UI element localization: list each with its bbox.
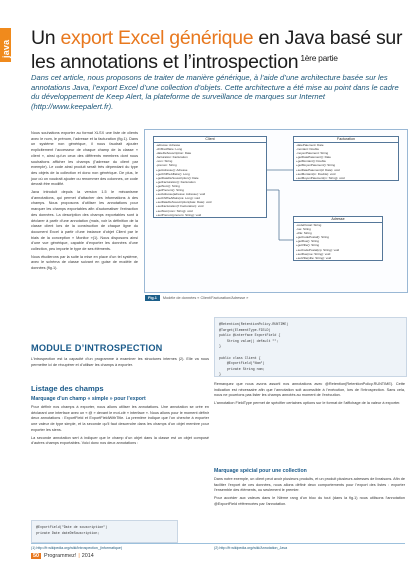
uml-class-name: Facturation (294, 137, 398, 143)
title-part-number: 1ère partie (300, 53, 338, 63)
uml-member: -chiffreAffaire: Long (156, 147, 183, 152)
uml-member: +getFacturation(): Facturation (156, 179, 196, 184)
uml-member: +setDateDeSouscription(date: Date): void (156, 200, 212, 205)
uml-member: +getRue(): String (296, 239, 319, 244)
uml-class-members (154, 143, 266, 217)
footnote: (2) http://fr.wikipedia.org/wiki/Annotation_Java (214, 546, 288, 550)
paragraph: L’annotation FieldType permet de spécifier certaines options sur le format de l’affichage de la valeur à exporter. (214, 401, 401, 406)
uml-member: +setPrenom(prenom: String): void (156, 212, 202, 217)
title-highlight: export Excel générique (60, 27, 254, 49)
subsection-subheading: Marquage spécial pour une collection (214, 468, 307, 474)
uml-member: +getMoyenPaiement(): String (296, 163, 336, 168)
figure-label: Fig.1 (145, 295, 160, 301)
code-text: @ExportField("Date de souscription") private Date dateDeSouscription; (36, 525, 108, 535)
section-text: L’introspection est la capacité d’un programme à examiner les structures internes (2). Elle va nous permettre ici de récupérer et d’utiliser les champs à exporter. (31, 357, 209, 367)
paragraph: Dans notre exemple, un client peut avoir plusieurs produits, et un produit plusieurs adresses de livraisons. Afin de faciliter l’export de ces données, nous allons définir deux comportements pour l’export des listes : exporter l’ensemble des éléments, ou seulement le premier. (214, 477, 405, 493)
uml-member: +setChiffreAffaire(ca: Long): void (156, 196, 200, 201)
uml-member: -adresse: Adresse (156, 143, 181, 147)
title-part2: en Java basé sur les annotations et l’introspection (31, 27, 403, 73)
uml-member: +getChiffreAffaire(): Long (156, 171, 190, 176)
uml-member: -ville: String (296, 231, 312, 236)
page-number: 50 (33, 553, 39, 559)
magazine-name: Programmez! (44, 553, 77, 559)
figure-caption (145, 296, 248, 300)
code-block-annotation (214, 317, 407, 377)
section-tab (0, 28, 11, 62)
uml-member: -codePostal: String (296, 223, 322, 227)
uml-member: -datePaiement: Date (296, 143, 324, 147)
subsection-subheading: Marquage d’un champ « simple » pour l’export (31, 396, 146, 402)
paragraph: Nous souhaitons exporter au format XLSX une liste de clients avec le nom, le prénom, l’adresse et la facturation (fig.1). Dans un système non générique, il nous faudrait ajouter explicitement l’accesseur de chaque champ de la classe « client », ainsi qu’un ceux des différents membres dont nous souhaitons afficher les champs (l’adresse du client par exemple). Le code ainsi produit serait très dépendant du type des objets de la collection et donc non générique. De plus, le jour où on voudrait ajouter ou renommer des colonnes, ce code devrait être modifié. (31, 131, 138, 187)
uml-member: -moyenPaiement: String (296, 151, 329, 156)
paragraph: Nous étudierons par la suite la mise en place d’un tel système, avec le schéma de classe suivant en guise de modèle de données (fig.1). (31, 254, 138, 271)
uml-member: -nom: String (156, 159, 173, 164)
uml-member: -dateDeSouscription: Date (156, 151, 192, 156)
uml-member: +setMoyenPaiement(m: String): void (296, 175, 345, 180)
paragraph: Pour définir nos champs à exporter, nous allons utiliser les annotations. Une annotation se crée en déclarant une interface avec un « @ » devant le mot-clé « interface ». Nous allons pour le moment définir deux annotations : ExportField et ExportFieldWithTitle. La première indique que l’on cherche à exporter une valeur de type simple, et la seconde qu’il faut descendre dans les champs d’un objet membre pour exporter les siens. (31, 405, 209, 432)
uml-diagram (144, 129, 408, 293)
title-part1: Un (31, 27, 61, 49)
footnote: (1) http://fr.wikipedia.org/wiki/Introspection_(informatique) (31, 546, 123, 550)
issue-date: 2014 (81, 553, 94, 559)
uml-member: +setMontant(m: Double): void (296, 171, 336, 176)
uml-member: -facturation: Facturation (156, 155, 188, 160)
paragraph: La seconde annotation sert à indiquer que le champ d’un objet dans la classe est un objet composé d’autres champs exportables. Voici donc nos deux annotations : (31, 435, 209, 446)
uml-class-facturation (293, 136, 399, 181)
uml-member: -prenom: String (156, 163, 177, 168)
code-text: @Retention(RetentionPolicy.RUNTIME) @Target(ElementType.FIELD) public @interface ExportField { String value() default ""; } public class Client { @ExportField("Nom") private String nom; } (219, 322, 289, 377)
body-column-right-2 (214, 477, 405, 510)
paragraph: Remarquez que nous avons assorti nos annotations avec @Retention(RetentionPolicy.RUNTIME). Cette indication est nécessaire afin que l’annotation soit accessible à l’exécution, lors de l’introspection. Sans cela, nous ne pourrions pas lister les champs annotés au moment de l’exécution. (214, 382, 405, 398)
uml-class-client (153, 136, 267, 218)
uml-member: +setNom(nom: String): void (156, 208, 193, 213)
paragraph: Java introduit depuis la version 1.5 le mécanisme d’annotations, qui permet d’attacher des informations à des champs. Nous proposons d’utiliser les annotations pour marquer les champs exportables afin d’automatiser l’extraction des données. La description des champs exportables sont à déclarer à partir d’une annotation (mais, voir la définition de la classe client lors de la construction de chaque ligne du document Excel à partir d’une instance d’objet Client par le biais de la conception « Monitor »(1). Nous disposons ainsi d’une vue générique, capable d’exporter les données d’une collection, peu importe le type de ses éléments. (31, 190, 138, 252)
uml-member: +setFacturation(f: Facturation): void (156, 204, 204, 209)
paragraph: Pour accéder aux valeurs dans le Nième rang d’un bloc du tout (dans la fig.1) nous utilisons l’annotation @ExportField référencées par l’annotation. (214, 496, 405, 506)
article-title (31, 28, 411, 72)
uml-member: +getAdresse(): Adresse (156, 167, 188, 172)
section-tab-label: java (1, 39, 11, 58)
uml-member: -montant: Double (296, 147, 320, 152)
uml-class-name: Adresse (294, 217, 382, 223)
uml-member: +getCodePostal(): String (296, 235, 329, 240)
footer-separator: | (78, 553, 80, 559)
body-column-right (214, 382, 405, 409)
uml-member: +getVille(): String (296, 243, 320, 248)
uml-member: +setVille(ville: String): void (296, 255, 332, 260)
figure-caption-text: Modèle de données « Client/Facturation/Adresse » (162, 296, 249, 300)
uml-member: +getMontant(): Double (296, 159, 326, 164)
uml-member: +setAdresse(adresse: Adresse): void (156, 192, 206, 197)
uml-class-name: Client (154, 137, 266, 143)
uml-member: +getDatePaiement(): Date (296, 155, 331, 160)
uml-member: +setRue(rue: String): void (296, 251, 331, 256)
body-column-left (31, 405, 209, 449)
uml-class-members (294, 223, 382, 260)
section-heading: MODULE D’INTROSPECTION (31, 343, 163, 353)
page-footer (31, 553, 94, 559)
uml-member: +getNom(): String (156, 183, 180, 188)
footnote-divider (31, 543, 405, 544)
uml-member: +getDateDeSouscription(): Date (156, 175, 199, 180)
uml-member: +getPrenom(): String (156, 188, 184, 193)
uml-member: +setCodePostal(cp: String): void (296, 247, 340, 252)
uml-member: -rue: String (296, 227, 311, 232)
article-intro: Dans cet article, nous proposons de traiter de manière générique, à l’aide d’une architecture basée sur les annotations Java, l’export Excel d’une collection d’objets. Cette architecture a été mise au point dans le cadre du développement de Keep Alert, la plateforme de surveillance de marques sur Internet (http://www.keepalert.fr). (31, 73, 399, 111)
uml-class-members (294, 143, 398, 180)
uml-class-adresse (293, 216, 383, 261)
subsection-heading: Listage des champs (31, 384, 104, 393)
uml-member: +setDatePaiement(d: Date): void (296, 167, 340, 172)
code-block-field (31, 520, 178, 543)
body-column-1 (31, 131, 138, 274)
